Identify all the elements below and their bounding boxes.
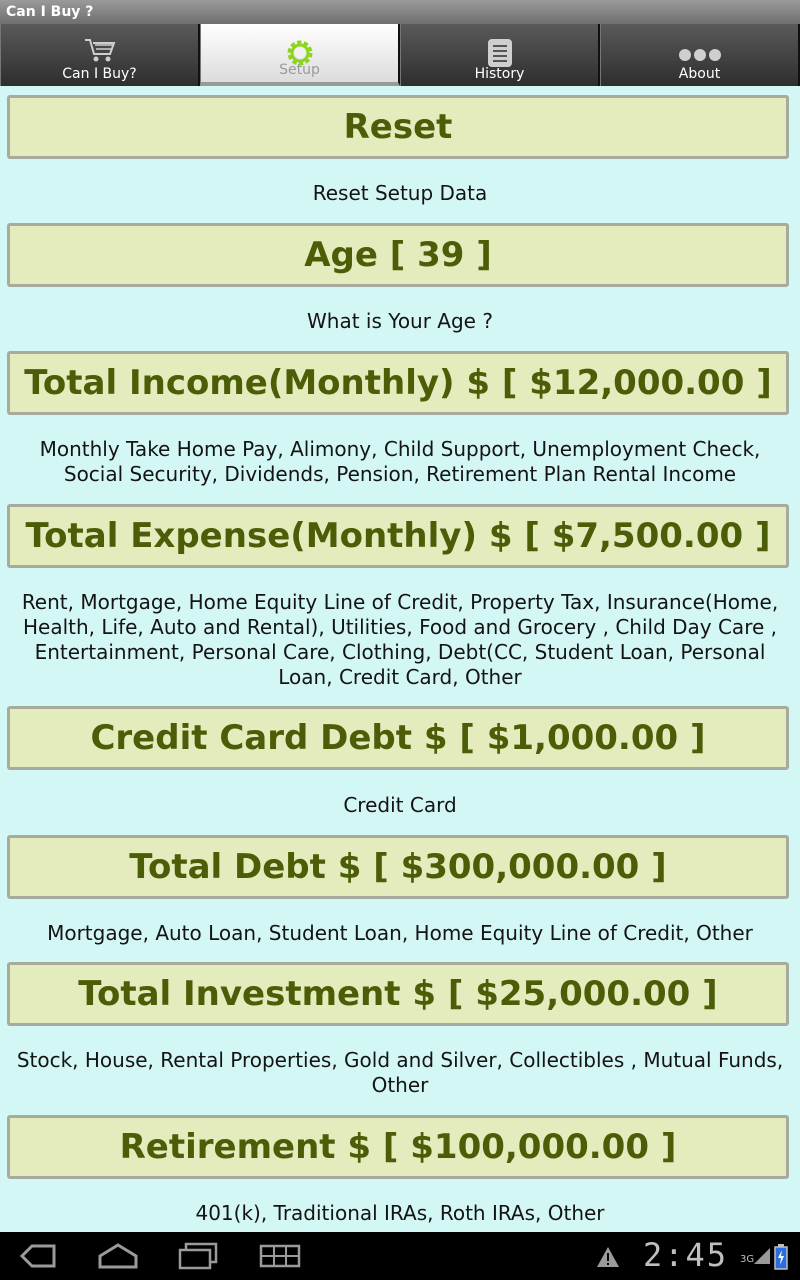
setup-form	[0, 86, 800, 1232]
credit-card-debt-button[interactable]: Credit Card Debt $ [ $1,000.00 ]	[7, 706, 789, 770]
signal-icon	[752, 1246, 772, 1270]
total-debt-description: Mortgage, Auto Loan, Student Loan, Home Equity Line of Credit, Other	[47, 921, 753, 945]
recent-apps-icon[interactable]	[176, 1242, 220, 1274]
tab-can-i-buy[interactable]	[0, 24, 200, 86]
total-expense-button[interactable]: Total Expense(Monthly) $ [ $7,500.00 ]	[7, 504, 789, 568]
credit-card-debt-description: Credit Card	[343, 793, 457, 817]
total-investment-description: Stock, House, Rental Properties, Gold and Silver, Collectibles , Mutual Funds, Other	[16, 1048, 784, 1097]
system-nav-bar	[0, 1232, 800, 1280]
reset-button[interactable]: Reset	[7, 95, 789, 159]
retirement-description: 401(k), Traditional IRAs, Roth IRAs, Other	[195, 1201, 605, 1225]
tab-label: About	[678, 66, 721, 82]
age-button[interactable]: Age [ 39 ]	[7, 223, 789, 287]
home-icon[interactable]	[96, 1242, 140, 1274]
reset-description: Reset Setup Data	[312, 181, 488, 205]
tab-label: History	[474, 66, 525, 82]
total-expense-description: Rent, Mortgage, Home Equity Line of Credit, Property Tax, Insurance(Home, Health, Life, Auto and Rental), Utilities, Food and Grocery , Child Day Care , Entertainment, Personal Care, Clothing, Debt(CC, Student Loan, Personal Loan, Credit Card, Other	[21, 590, 779, 689]
retirement-button[interactable]: Retirement $ [ $100,000.00 ]	[7, 1115, 789, 1179]
total-investment-button[interactable]: Total Investment $ [ $25,000.00 ]	[7, 962, 789, 1026]
tab-setup[interactable]	[200, 24, 400, 86]
screenshot-icon[interactable]	[258, 1242, 302, 1274]
warning-icon	[596, 1246, 620, 1272]
tab-bar	[0, 24, 800, 86]
clock-time: 2:45	[642, 1236, 728, 1274]
tab-label: Setup	[279, 62, 320, 78]
total-income-description: Monthly Take Home Pay, Alimony, Child Support, Unemployment Check, Social Security, Dividends, Pension, Retirement Plan Rental Income	[39, 437, 761, 486]
back-icon[interactable]	[18, 1242, 58, 1274]
tab-history[interactable]	[400, 24, 600, 86]
tab-about[interactable]	[600, 24, 800, 86]
cart-icon	[83, 36, 117, 68]
battery-icon	[774, 1244, 788, 1274]
total-debt-button[interactable]: Total Debt $ [ $300,000.00 ]	[7, 835, 789, 899]
tab-label: Can I Buy?	[62, 66, 137, 82]
dots-icon	[678, 48, 722, 66]
network-indicator: 3G	[740, 1254, 755, 1265]
total-income-button[interactable]: Total Income(Monthly) $ [ $12,000.00 ]	[7, 351, 789, 415]
app-title: Can I Buy ?	[0, 0, 800, 24]
age-description: What is Your Age ?	[307, 309, 493, 333]
